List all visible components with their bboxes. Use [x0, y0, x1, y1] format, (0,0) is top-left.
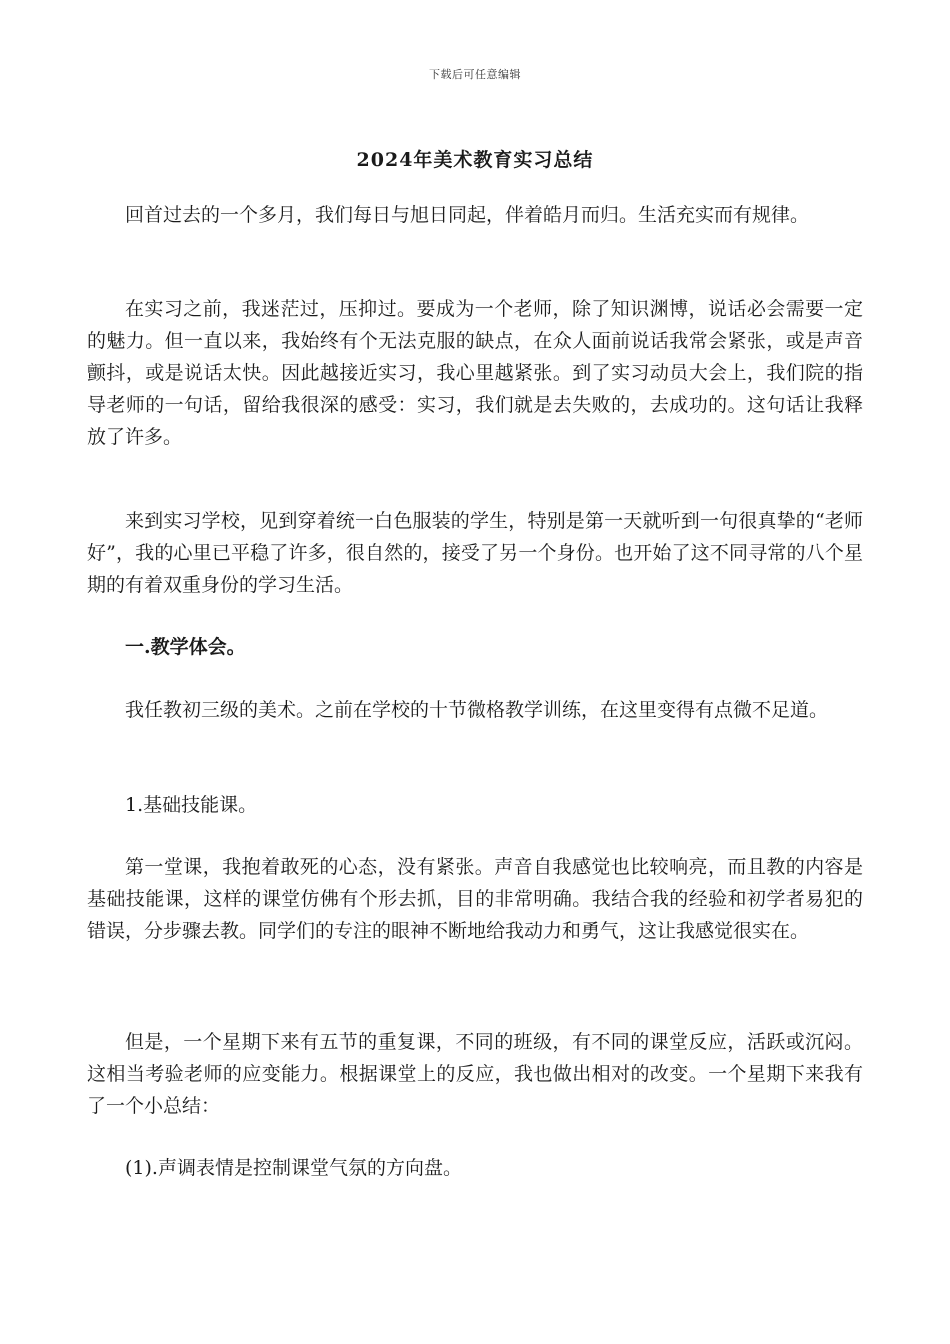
subheading-basic-skills: 1.基础技能课。 — [125, 794, 258, 816]
section-heading-teaching: 一.教学体会。 — [125, 636, 246, 658]
paragraph-intro: 回首过去的一个多月，我们每日与旭日同起，伴着皓月而归。生活充实而有规律。 — [125, 204, 810, 226]
paragraph-before-internship: 在实习之前，我迷茫过，压抑过。要成为一个老师，除了知识渊博，说话必会需要一定的魅力。但一直以来，我始终有个无法克服的缺点，在众人面前说话我常会紧张，或是声音颤抖，或是说话太快。因此越接近实习，我心里越紧张。到了实习动员大会上，我们院的指导老师的一句话，留给我很深的感受：实习，我们就是去失败的，去成功的。这句话让我释放了许多。 — [87, 298, 863, 448]
document-title: 2024年美术教育实习总结 — [356, 149, 594, 171]
paragraph-teaching-intro: 我任教初三级的美术。之前在学校的十节微格教学训练，在这里变得有点微不足道。 — [125, 699, 829, 721]
header-note: 下载后可任意编辑 — [429, 68, 521, 81]
paragraph-repeated-classes: 但是，一个星期下来有五节的重复课，不同的班级，有不同的课堂反应，活跃或沉闷。这相当考验老师的应变能力。根据课堂上的反应，我也做出相对的改变。一个星期下来我有了一个小总结： — [87, 1031, 863, 1117]
paragraph-first-class: 第一堂课，我抱着敢死的心态，没有紧张。声音自我感觉也比较响亮，而且教的内容是基础技能课，这样的课堂仿佛有个形去抓，目的非常明确。我结合我的经验和初学者易犯的错误，分步骤去教。同学们的专注的眼神不断地给我动力和勇气，这让我感觉很实在。 — [87, 856, 863, 942]
list-item-tone: (1).声调表情是控制课堂气氛的方向盘。 — [125, 1157, 462, 1179]
paragraph-arrival: 来到实习学校，见到穿着统一白色服装的学生，特别是第一天就听到一句很真挚的“老师好”，我的心里已平稳了许多，很自然的，接受了另一个身份。也开始了这不同寻常的八个星期的有着双重身份的学习生活。 — [87, 510, 863, 596]
